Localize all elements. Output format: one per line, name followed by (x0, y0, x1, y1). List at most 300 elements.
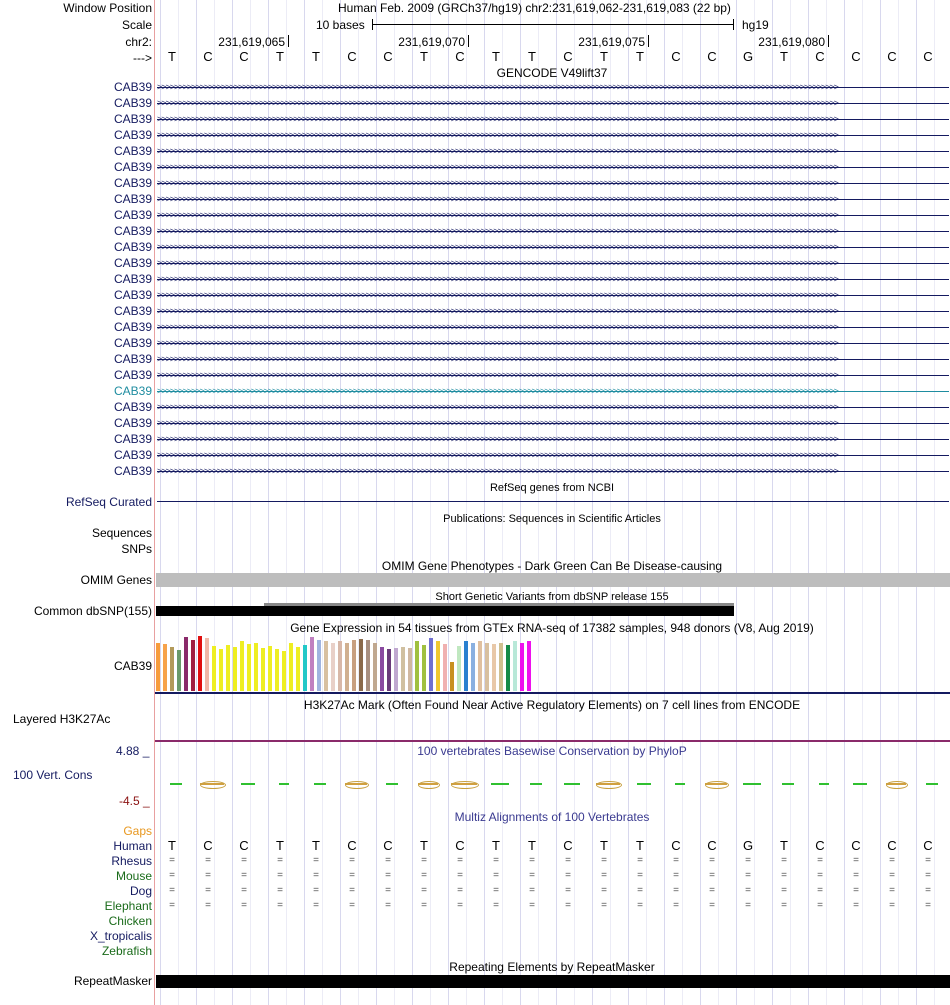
multiz-identity-mark: = (277, 870, 283, 881)
h3k27ac-track-title: H3K27Ac Mark (Often Found Near Active Regulatory Elements) on 7 cell lines from ENCODE (303, 698, 801, 712)
ruler-position-label: 231,619,075 (578, 35, 645, 49)
multiz-identity-mark: = (565, 870, 571, 881)
multiz-human-base: C (887, 838, 897, 853)
multiz-human-base: C (203, 838, 213, 853)
gencode-transcript-label[interactable]: CAB39 (113, 448, 152, 462)
publications-sequences-label[interactable]: Sequences (91, 526, 152, 540)
gtex-tissue-bar[interactable] (261, 648, 265, 691)
gtex-tissue-bar[interactable] (408, 648, 412, 691)
gtex-tissue-bar[interactable] (492, 644, 496, 691)
multiz-human-base: T (276, 838, 284, 853)
multiz-identity-mark: = (565, 885, 571, 896)
gencode-transcript-label[interactable]: CAB39 (113, 288, 152, 302)
multiz-human-base: G (742, 838, 754, 853)
gtex-tissue-bar[interactable] (198, 636, 202, 691)
gtex-separator (155, 692, 950, 694)
phylop-score-mark (743, 783, 761, 785)
multiz-human-base: T (168, 838, 176, 853)
gtex-tissue-bar[interactable] (527, 641, 531, 691)
gtex-track-title: Gene Expression in 54 tissues from GTEx RNA-seq of 17382 samples, 948 donors (V8, Aug 2019) (290, 621, 814, 635)
gtex-tissue-bar[interactable] (443, 644, 447, 691)
multiz-identity-mark: = (817, 885, 823, 896)
gencode-transcript-label[interactable]: CAB39 (113, 240, 152, 254)
gencode-strand-arrows: >>>>>>>>>>>>>>>>>>>>>>>>>>>>>>>>>>>>>>>>>>>>>>>>>>>>>>>>>>>>>>>>>>>>>>>>>>>>>>>>>>>>>>>>>>>>>>>>>>>>>>>>>>>>>>>>>>>>>>>>>>>>>>>>>>>>>>>>>>>>>>>>>>>>>>>>>>>>>>>> (157, 339, 838, 348)
multiz-species-label[interactable]: Zebrafish (101, 944, 152, 958)
multiz-identity-mark: = (493, 900, 499, 911)
sequence-base: C (347, 49, 357, 64)
multiz-identity-mark: = (205, 900, 211, 911)
gencode-transcript-label[interactable]: CAB39 (113, 160, 152, 174)
gencode-strand-arrows: >>>>>>>>>>>>>>>>>>>>>>>>>>>>>>>>>>>>>>>>>>>>>>>>>>>>>>>>>>>>>>>>>>>>>>>>>>>>>>>>>>>>>>>>>>>>>>>>>>>>>>>>>>>>>>>>>>>>>>>>>>>>>>>>>>>>>>>>>>>>>>>>>>>>>>>>>>>>>>>> (157, 323, 838, 332)
gtex-tissue-bar[interactable] (359, 639, 363, 691)
multiz-identity-mark: = (781, 870, 787, 881)
multiz-identity-mark: = (709, 870, 715, 881)
gencode-transcript-label[interactable]: CAB39 (113, 112, 152, 126)
multiz-gaps-label[interactable]: Gaps (123, 824, 152, 838)
multiz-identity-mark: = (241, 855, 247, 866)
multiz-identity-mark: = (457, 900, 463, 911)
multiz-identity-mark: = (889, 870, 895, 881)
refseq-gene-line[interactable] (157, 501, 949, 502)
scale-value: 10 bases (316, 18, 365, 32)
multiz-human-base: T (492, 838, 500, 853)
ruler-tick (288, 35, 289, 47)
multiz-identity-mark: = (853, 900, 859, 911)
publications-snps-label[interactable]: SNPs (121, 542, 152, 556)
scale-assembly: hg19 (742, 18, 769, 32)
multiz-identity-mark: = (889, 885, 895, 896)
gencode-transcript-label[interactable]: CAB39 (113, 464, 152, 478)
multiz-human-base: T (528, 838, 536, 853)
gencode-strand-arrows: >>>>>>>>>>>>>>>>>>>>>>>>>>>>>>>>>>>>>>>>>>>>>>>>>>>>>>>>>>>>>>>>>>>>>>>>>>>>>>>>>>>>>>>>>>>>>>>>>>>>>>>>>>>>>>>>>>>>>>>>>>>>>>>>>>>>>>>>>>>>>>>>>>>>>>>>>>>>>>>> (157, 371, 838, 380)
sequence-base: C (383, 49, 393, 64)
multiz-identity-mark: = (169, 870, 175, 881)
gencode-strand-arrows: >>>>>>>>>>>>>>>>>>>>>>>>>>>>>>>>>>>>>>>>>>>>>>>>>>>>>>>>>>>>>>>>>>>>>>>>>>>>>>>>>>>>>>>>>>>>>>>>>>>>>>>>>>>>>>>>>>>>>>>>>>>>>>>>>>>>>>>>>>>>>>>>>>>>>>>>>>>>>>>> (157, 147, 838, 156)
multiz-species-label[interactable]: X_tropicalis (89, 929, 152, 943)
multiz-identity-mark: = (313, 900, 319, 911)
multiz-identity-mark: = (385, 855, 391, 866)
gtex-tissue-bar[interactable] (352, 640, 356, 691)
gencode-transcript-label[interactable]: CAB39 (113, 368, 152, 382)
gencode-strand-arrows: >>>>>>>>>>>>>>>>>>>>>>>>>>>>>>>>>>>>>>>>>>>>>>>>>>>>>>>>>>>>>>>>>>>>>>>>>>>>>>>>>>>>>>>>>>>>>>>>>>>>>>>>>>>>>>>>>>>>>>>>>>>>>>>>>>>>>>>>>>>>>>>>>>>>>>>>>>>>>>>> (157, 291, 838, 300)
multiz-identity-mark: = (457, 855, 463, 866)
sequence-base: C (923, 49, 933, 64)
phylop-score-outline (886, 781, 908, 789)
sequence-base: G (742, 49, 754, 64)
phylop-score-mark (564, 783, 580, 785)
multiz-human-base: C (563, 838, 573, 853)
multiz-identity-mark: = (925, 855, 931, 866)
gtex-tissue-bar[interactable] (338, 641, 342, 691)
sequence-base: T (492, 49, 500, 64)
multiz-identity-mark: = (709, 855, 715, 866)
ruler-tick (648, 35, 649, 47)
multiz-identity-mark: = (241, 900, 247, 911)
multiz-identity-mark: = (853, 855, 859, 866)
multiz-identity-mark: = (493, 885, 499, 896)
gtex-tissue-bar[interactable] (289, 643, 293, 691)
gtex-tissue-bar[interactable] (471, 643, 475, 691)
phylop-score-mark (675, 783, 685, 785)
multiz-identity-mark: = (493, 855, 499, 866)
gtex-tissue-bar[interactable] (205, 638, 209, 691)
multiz-identity-mark: = (493, 870, 499, 881)
gtex-tissue-bar[interactable] (191, 640, 195, 691)
phylop-score-mark (170, 783, 182, 785)
strand-label: ---> (133, 51, 152, 65)
dbsnp-feature-bar[interactable] (156, 606, 734, 616)
gencode-strand-arrows: >>>>>>>>>>>>>>>>>>>>>>>>>>>>>>>>>>>>>>>>>>>>>>>>>>>>>>>>>>>>>>>>>>>>>>>>>>>>>>>>>>>>>>>>>>>>>>>>>>>>>>>>>>>>>>>>>>>>>>>>>>>>>>>>>>>>>>>>>>>>>>>>>>>>>>>>>>>>>>>> (157, 403, 838, 412)
gencode-strand-arrows: >>>>>>>>>>>>>>>>>>>>>>>>>>>>>>>>>>>>>>>>>>>>>>>>>>>>>>>>>>>>>>>>>>>>>>>>>>>>>>>>>>>>>>>>>>>>>>>>>>>>>>>>>>>>>>>>>>>>>>>>>>>>>>>>>>>>>>>>>>>>>>>>>>>>>>>>>>>>>>>> (157, 163, 838, 172)
gencode-transcript-label[interactable]: CAB39 (113, 320, 152, 334)
multiz-human-base: T (636, 838, 644, 853)
publications-track-title: Publications: Sequences in Scientific Articles (443, 513, 661, 525)
multiz-identity-mark: = (745, 870, 751, 881)
multiz-identity-mark: = (277, 855, 283, 866)
multiz-identity-mark: = (241, 870, 247, 881)
multiz-identity-mark: = (781, 885, 787, 896)
phylop-score-outline (345, 781, 369, 789)
gtex-tissue-bar[interactable] (184, 637, 188, 691)
phylop-score-mark (491, 783, 509, 785)
gtex-tissue-bar[interactable] (240, 641, 244, 691)
gencode-strand-arrows: >>>>>>>>>>>>>>>>>>>>>>>>>>>>>>>>>>>>>>>>>>>>>>>>>>>>>>>>>>>>>>>>>>>>>>>>>>>>>>>>>>>>>>>>>>>>>>>>>>>>>>>>>>>>>>>>>>>>>>>>>>>>>>>>>>>>>>>>>>>>>>>>>>>>>>>>>>>>>>>> (157, 355, 838, 364)
multiz-species-label[interactable]: Elephant (104, 899, 152, 913)
gtex-tissue-bar[interactable] (499, 643, 503, 691)
gencode-transcript-label[interactable]: CAB39 (113, 224, 152, 238)
gencode-transcript-label[interactable]: CAB39 (113, 384, 152, 398)
gencode-transcript-label[interactable]: CAB39 (113, 352, 152, 366)
scale-bar (372, 24, 733, 25)
multiz-identity-mark: = (421, 885, 427, 896)
gtex-tissue-bar[interactable] (163, 644, 167, 691)
gtex-tissue-bar[interactable] (506, 645, 510, 691)
gencode-strand-arrows: >>>>>>>>>>>>>>>>>>>>>>>>>>>>>>>>>>>>>>>>>>>>>>>>>>>>>>>>>>>>>>>>>>>>>>>>>>>>>>>>>>>>>>>>>>>>>>>>>>>>>>>>>>>>>>>>>>>>>>>>>>>>>>>>>>>>>>>>>>>>>>>>>>>>>>>>>>>>>>>> (157, 99, 838, 108)
sequence-base: T (276, 49, 284, 64)
gencode-transcript-label[interactable]: CAB39 (113, 176, 152, 190)
gencode-strand-arrows: >>>>>>>>>>>>>>>>>>>>>>>>>>>>>>>>>>>>>>>>>>>>>>>>>>>>>>>>>>>>>>>>>>>>>>>>>>>>>>>>>>>>>>>>>>>>>>>>>>>>>>>>>>>>>>>>>>>>>>>>>>>>>>>>>>>>>>>>>>>>>>>>>>>>>>>>>>>>>>>> (157, 451, 838, 460)
multiz-identity-mark: = (529, 855, 535, 866)
phylop-score-mark (853, 783, 867, 785)
multiz-identity-mark: = (637, 900, 643, 911)
ruler-tick (828, 35, 829, 47)
multiz-species-label[interactable]: Mouse (115, 869, 152, 883)
gtex-tissue-bar[interactable] (478, 641, 482, 691)
omim-track-title: OMIM Gene Phenotypes - Dark Green Can Be Disease-causing (381, 559, 723, 573)
multiz-identity-mark: = (709, 900, 715, 911)
dbsnp-track-title: Short Genetic Variants from dbSNP release 155 (435, 591, 669, 603)
phylop-score-mark (637, 783, 651, 785)
sequence-base: C (671, 49, 681, 64)
multiz-human-base: T (420, 838, 428, 853)
gtex-tissue-bar[interactable] (268, 646, 272, 691)
scale-label: Scale (121, 18, 152, 32)
multiz-identity-mark: = (169, 885, 175, 896)
scale-bar-right-tick (733, 19, 734, 30)
refseq-track-label[interactable]: RefSeq Curated (65, 495, 152, 509)
ruler-position-label: 231,619,065 (218, 35, 285, 49)
gtex-tissue-bar[interactable] (387, 649, 391, 691)
gencode-strand-arrows: >>>>>>>>>>>>>>>>>>>>>>>>>>>>>>>>>>>>>>>>>>>>>>>>>>>>>>>>>>>>>>>>>>>>>>>>>>>>>>>>>>>>>>>>>>>>>>>>>>>>>>>>>>>>>>>>>>>>>>>>>>>>>>>>>>>>>>>>>>>>>>>>>>>>>>>>>>>>>>>> (157, 195, 838, 204)
sequence-base: C (455, 49, 465, 64)
phylop-min-label: -4.5 _ (119, 794, 150, 808)
multiz-human-base: T (312, 838, 320, 853)
gencode-transcript-label[interactable]: CAB39 (113, 416, 152, 430)
multiz-identity-mark: = (277, 885, 283, 896)
window-position-label: Window Position (63, 1, 152, 15)
gencode-track-title: GENCODE V49lift37 (496, 66, 608, 80)
multiz-species-label[interactable]: Rhesus (111, 854, 152, 868)
sequence-base: T (420, 49, 428, 64)
sequence-base: C (815, 49, 825, 64)
phylop-score-outline (705, 781, 729, 789)
multiz-human-base: C (671, 838, 681, 853)
gtex-tissue-bar[interactable] (366, 640, 370, 691)
multiz-identity-mark: = (853, 885, 859, 896)
gtex-tissue-bar[interactable] (170, 647, 174, 691)
sequence-base: T (528, 49, 536, 64)
multiz-identity-mark: = (889, 855, 895, 866)
repeatmasker-track-label[interactable]: RepeatMasker (73, 974, 152, 988)
phylop-score-mark (819, 783, 829, 785)
gtex-tissue-bar[interactable] (296, 647, 300, 691)
multiz-identity-mark: = (673, 900, 679, 911)
phylop-max-label: 4.88 _ (116, 744, 150, 758)
multiz-identity-mark: = (421, 900, 427, 911)
scale-bar-left-tick (372, 19, 373, 30)
gencode-transcript-label[interactable]: CAB39 (113, 80, 152, 94)
gtex-tissue-bar[interactable] (415, 641, 419, 691)
gtex-tissue-bar[interactable] (233, 647, 237, 691)
multiz-identity-mark: = (313, 870, 319, 881)
multiz-identity-mark: = (313, 885, 319, 896)
gtex-tissue-bar[interactable] (422, 645, 426, 691)
gtex-tissue-bar[interactable] (345, 643, 349, 691)
gtex-tissue-bar[interactable] (324, 641, 328, 691)
gencode-transcript-label[interactable]: CAB39 (113, 336, 152, 350)
gencode-strand-arrows: >>>>>>>>>>>>>>>>>>>>>>>>>>>>>>>>>>>>>>>>>>>>>>>>>>>>>>>>>>>>>>>>>>>>>>>>>>>>>>>>>>>>>>>>>>>>>>>>>>>>>>>>>>>>>>>>>>>>>>>>>>>>>>>>>>>>>>>>>>>>>>>>>>>>>>>>>>>>>>>> (157, 179, 838, 188)
gencode-strand-arrows: >>>>>>>>>>>>>>>>>>>>>>>>>>>>>>>>>>>>>>>>>>>>>>>>>>>>>>>>>>>>>>>>>>>>>>>>>>>>>>>>>>>>>>>>>>>>>>>>>>>>>>>>>>>>>>>>>>>>>>>>>>>>>>>>>>>>>>>>>>>>>>>>>>>>>>>>>>>>>>>> (157, 227, 838, 236)
multiz-identity-mark: = (637, 870, 643, 881)
phylop-score-mark (279, 783, 289, 785)
multiz-human-base: C (347, 838, 357, 853)
gencode-transcript-label[interactable]: CAB39 (113, 400, 152, 414)
gtex-tissue-bar[interactable] (331, 643, 335, 691)
multiz-identity-mark: = (601, 885, 607, 896)
gtex-tissue-bar[interactable] (464, 641, 468, 691)
ruler-tick (468, 35, 469, 47)
gtex-tissue-bar[interactable] (156, 643, 160, 691)
gtex-tissue-bar[interactable] (282, 651, 286, 691)
phylop-track-label[interactable]: 100 Vert. Cons (13, 768, 93, 782)
gencode-strand-arrows: >>>>>>>>>>>>>>>>>>>>>>>>>>>>>>>>>>>>>>>>>>>>>>>>>>>>>>>>>>>>>>>>>>>>>>>>>>>>>>>>>>>>>>>>>>>>>>>>>>>>>>>>>>>>>>>>>>>>>>>>>>>>>>>>>>>>>>>>>>>>>>>>>>>>>>>>>>>>>>>> (157, 419, 838, 428)
multiz-identity-mark: = (529, 885, 535, 896)
omim-track-label[interactable]: OMIM Genes (80, 573, 152, 587)
multiz-identity-mark: = (385, 900, 391, 911)
gencode-transcript-label[interactable]: CAB39 (113, 208, 152, 222)
gencode-transcript-label[interactable]: CAB39 (113, 96, 152, 110)
sequence-base: C (563, 49, 573, 64)
multiz-human-base: C (455, 838, 465, 853)
gencode-transcript-label[interactable]: CAB39 (113, 128, 152, 142)
gtex-tissue-bar[interactable] (254, 643, 258, 691)
repeatmasker-element-bar[interactable] (156, 975, 950, 988)
multiz-human-base: T (600, 838, 608, 853)
gencode-transcript-label[interactable]: CAB39 (113, 272, 152, 286)
multiz-identity-mark: = (349, 900, 355, 911)
sequence-base: T (780, 49, 788, 64)
multiz-human-base: C (383, 838, 393, 853)
multiz-identity-mark: = (529, 870, 535, 881)
multiz-species-label[interactable]: Dog (129, 884, 152, 898)
gtex-gene-label[interactable]: CAB39 (113, 659, 152, 673)
gtex-tissue-bar[interactable] (303, 645, 307, 691)
phylop-score-outline (596, 781, 622, 789)
gencode-strand-arrows: >>>>>>>>>>>>>>>>>>>>>>>>>>>>>>>>>>>>>>>>>>>>>>>>>>>>>>>>>>>>>>>>>>>>>>>>>>>>>>>>>>>>>>>>>>>>>>>>>>>>>>>>>>>>>>>>>>>>>>>>>>>>>>>>>>>>>>>>>>>>>>>>>>>>>>>>>>>>>>>> (157, 131, 838, 140)
gtex-tissue-bar[interactable] (212, 646, 216, 691)
multiz-identity-mark: = (637, 855, 643, 866)
multiz-identity-mark: = (205, 855, 211, 866)
multiz-human-base: T (780, 838, 788, 853)
gtex-tissue-bar[interactable] (485, 643, 489, 691)
sequence-base: T (312, 49, 320, 64)
gtex-tissue-bar[interactable] (513, 641, 517, 691)
gtex-tissue-bar[interactable] (436, 641, 440, 691)
multiz-identity-mark: = (817, 870, 823, 881)
phylop-score-mark (314, 783, 326, 785)
multiz-identity-mark: = (637, 885, 643, 896)
phylop-score-mark (241, 783, 255, 785)
multiz-identity-mark: = (673, 870, 679, 881)
gencode-transcript-label[interactable]: CAB39 (113, 304, 152, 318)
multiz-identity-mark: = (169, 855, 175, 866)
phylop-score-mark (926, 783, 938, 785)
multiz-identity-mark: = (385, 870, 391, 881)
gtex-tissue-bar[interactable] (310, 637, 314, 691)
multiz-identity-mark: = (889, 900, 895, 911)
multiz-identity-mark: = (169, 900, 175, 911)
multiz-identity-mark: = (745, 855, 751, 866)
gtex-tissue-bar[interactable] (520, 643, 524, 691)
multiz-identity-mark: = (601, 900, 607, 911)
gencode-strand-arrows: >>>>>>>>>>>>>>>>>>>>>>>>>>>>>>>>>>>>>>>>>>>>>>>>>>>>>>>>>>>>>>>>>>>>>>>>>>>>>>>>>>>>>>>>>>>>>>>>>>>>>>>>>>>>>>>>>>>>>>>>>>>>>>>>>>>>>>>>>>>>>>>>>>>>>>>>>>>>>>>> (157, 467, 838, 476)
multiz-identity-mark: = (781, 900, 787, 911)
multiz-identity-mark: = (457, 870, 463, 881)
multiz-identity-mark: = (205, 885, 211, 896)
multiz-track-title: Multiz Alignments of 100 Vertebrates (454, 810, 650, 824)
multiz-species-label[interactable]: Human (113, 839, 152, 853)
multiz-identity-mark: = (853, 870, 859, 881)
gencode-strand-arrows: >>>>>>>>>>>>>>>>>>>>>>>>>>>>>>>>>>>>>>>>>>>>>>>>>>>>>>>>>>>>>>>>>>>>>>>>>>>>>>>>>>>>>>>>>>>>>>>>>>>>>>>>>>>>>>>>>>>>>>>>>>>>>>>>>>>>>>>>>>>>>>>>>>>>>>>>>>>>>>>> (157, 83, 838, 92)
label-column-divider (154, 0, 155, 1005)
multiz-identity-mark: = (241, 885, 247, 896)
sequence-base: T (636, 49, 644, 64)
sequence-base: T (168, 49, 176, 64)
multiz-species-label[interactable]: Chicken (108, 914, 152, 928)
sequence-base: C (239, 49, 249, 64)
gencode-strand-arrows: >>>>>>>>>>>>>>>>>>>>>>>>>>>>>>>>>>>>>>>>>>>>>>>>>>>>>>>>>>>>>>>>>>>>>>>>>>>>>>>>>>>>>>>>>>>>>>>>>>>>>>>>>>>>>>>>>>>>>>>>>>>>>>>>>>>>>>>>>>>>>>>>>>>>>>>>>>>>>>>> (157, 435, 838, 444)
phylop-track-title: 100 vertebrates Basewise Conservation by PhyloP (417, 744, 687, 758)
gencode-transcript-label[interactable]: CAB39 (113, 192, 152, 206)
multiz-identity-mark: = (385, 885, 391, 896)
dbsnp-track-label[interactable]: Common dbSNP(155) (33, 604, 152, 618)
multiz-identity-mark: = (277, 900, 283, 911)
h3k27ac-track-label[interactable]: Layered H3K27Ac (13, 712, 111, 726)
gtex-tissue-bar[interactable] (275, 649, 279, 691)
gtex-tissue-bar[interactable] (247, 644, 251, 691)
multiz-identity-mark: = (745, 900, 751, 911)
multiz-identity-mark: = (349, 855, 355, 866)
multiz-identity-mark: = (925, 870, 931, 881)
sequence-base: C (851, 49, 861, 64)
phylop-score-mark (386, 783, 398, 785)
gencode-transcript-label[interactable]: CAB39 (113, 144, 152, 158)
gencode-strand-arrows: >>>>>>>>>>>>>>>>>>>>>>>>>>>>>>>>>>>>>>>>>>>>>>>>>>>>>>>>>>>>>>>>>>>>>>>>>>>>>>>>>>>>>>>>>>>>>>>>>>>>>>>>>>>>>>>>>>>>>>>>>>>>>>>>>>>>>>>>>>>>>>>>>>>>>>>>>>>>>>>> (157, 259, 838, 268)
gtex-tissue-bar[interactable] (226, 645, 230, 691)
window-position-value: Human Feb. 2009 (GRCh37/hg19) chr2:231,619,062-231,619,083 (22 bp) (338, 1, 731, 15)
gtex-tissue-bar[interactable] (317, 640, 321, 691)
omim-gene-bar[interactable] (156, 573, 950, 587)
multiz-identity-mark: = (925, 900, 931, 911)
multiz-identity-mark: = (349, 885, 355, 896)
multiz-identity-mark: = (673, 855, 679, 866)
ruler-position-label: 231,619,070 (398, 35, 465, 49)
multiz-identity-mark: = (817, 900, 823, 911)
multiz-identity-mark: = (565, 855, 571, 866)
refseq-track-title: RefSeq genes from NCBI (489, 482, 615, 494)
gtex-tissue-bar[interactable] (177, 650, 181, 691)
multiz-identity-mark: = (313, 855, 319, 866)
gtex-tissue-bar[interactable] (401, 647, 405, 691)
multiz-identity-mark: = (529, 900, 535, 911)
gencode-strand-arrows: >>>>>>>>>>>>>>>>>>>>>>>>>>>>>>>>>>>>>>>>>>>>>>>>>>>>>>>>>>>>>>>>>>>>>>>>>>>>>>>>>>>>>>>>>>>>>>>>>>>>>>>>>>>>>>>>>>>>>>>>>>>>>>>>>>>>>>>>>>>>>>>>>>>>>>>>>>>>>>>> (157, 275, 838, 284)
phylop-score-outline (451, 781, 479, 789)
gencode-transcript-label[interactable]: CAB39 (113, 432, 152, 446)
phylop-score-outline (418, 781, 440, 789)
repeatmasker-track-title: Repeating Elements by RepeatMasker (449, 960, 655, 974)
multiz-identity-mark: = (349, 870, 355, 881)
sequence-base: C (887, 49, 897, 64)
gencode-strand-arrows: >>>>>>>>>>>>>>>>>>>>>>>>>>>>>>>>>>>>>>>>>>>>>>>>>>>>>>>>>>>>>>>>>>>>>>>>>>>>>>>>>>>>>>>>>>>>>>>>>>>>>>>>>>>>>>>>>>>>>>>>>>>>>>>>>>>>>>>>>>>>>>>>>>>>>>>>>>>>>>>> (157, 243, 838, 252)
gencode-strand-arrows: >>>>>>>>>>>>>>>>>>>>>>>>>>>>>>>>>>>>>>>>>>>>>>>>>>>>>>>>>>>>>>>>>>>>>>>>>>>>>>>>>>>>>>>>>>>>>>>>>>>>>>>>>>>>>>>>>>>>>>>>>>>>>>>>>>>>>>>>>>>>>>>>>>>>>>>>>>>>>>>> (157, 211, 838, 220)
phylop-conservation-plot[interactable] (156, 775, 950, 797)
sequence-base: C (707, 49, 717, 64)
gencode-transcript-label[interactable]: CAB39 (113, 256, 152, 270)
multiz-identity-mark: = (205, 870, 211, 881)
h3k27ac-separator (155, 740, 950, 742)
multiz-identity-mark: = (925, 885, 931, 896)
multiz-identity-mark: = (565, 900, 571, 911)
multiz-identity-mark: = (673, 885, 679, 896)
gencode-strand-arrows: >>>>>>>>>>>>>>>>>>>>>>>>>>>>>>>>>>>>>>>>>>>>>>>>>>>>>>>>>>>>>>>>>>>>>>>>>>>>>>>>>>>>>>>>>>>>>>>>>>>>>>>>>>>>>>>>>>>>>>>>>>>>>>>>>>>>>>>>>>>>>>>>>>>>>>>>>>>>>>>> (157, 307, 838, 316)
multiz-identity-mark: = (781, 855, 787, 866)
gtex-tissue-bar[interactable] (429, 638, 433, 691)
multiz-human-base: C (923, 838, 933, 853)
gtex-expression-chart[interactable] (156, 636, 556, 691)
gtex-tissue-bar[interactable] (394, 648, 398, 691)
chrom-label: chr2: (125, 35, 152, 49)
gtex-tissue-bar[interactable] (373, 643, 377, 691)
multiz-identity-mark: = (601, 855, 607, 866)
gtex-tissue-bar[interactable] (450, 662, 454, 691)
multiz-identity-mark: = (457, 885, 463, 896)
multiz-identity-mark: = (709, 885, 715, 896)
gtex-tissue-bar[interactable] (457, 646, 461, 691)
phylop-score-mark (782, 783, 794, 785)
ruler-position-label: 231,619,080 (758, 35, 825, 49)
gtex-tissue-bar[interactable] (380, 647, 384, 691)
gtex-tissue-bar[interactable] (219, 649, 223, 691)
